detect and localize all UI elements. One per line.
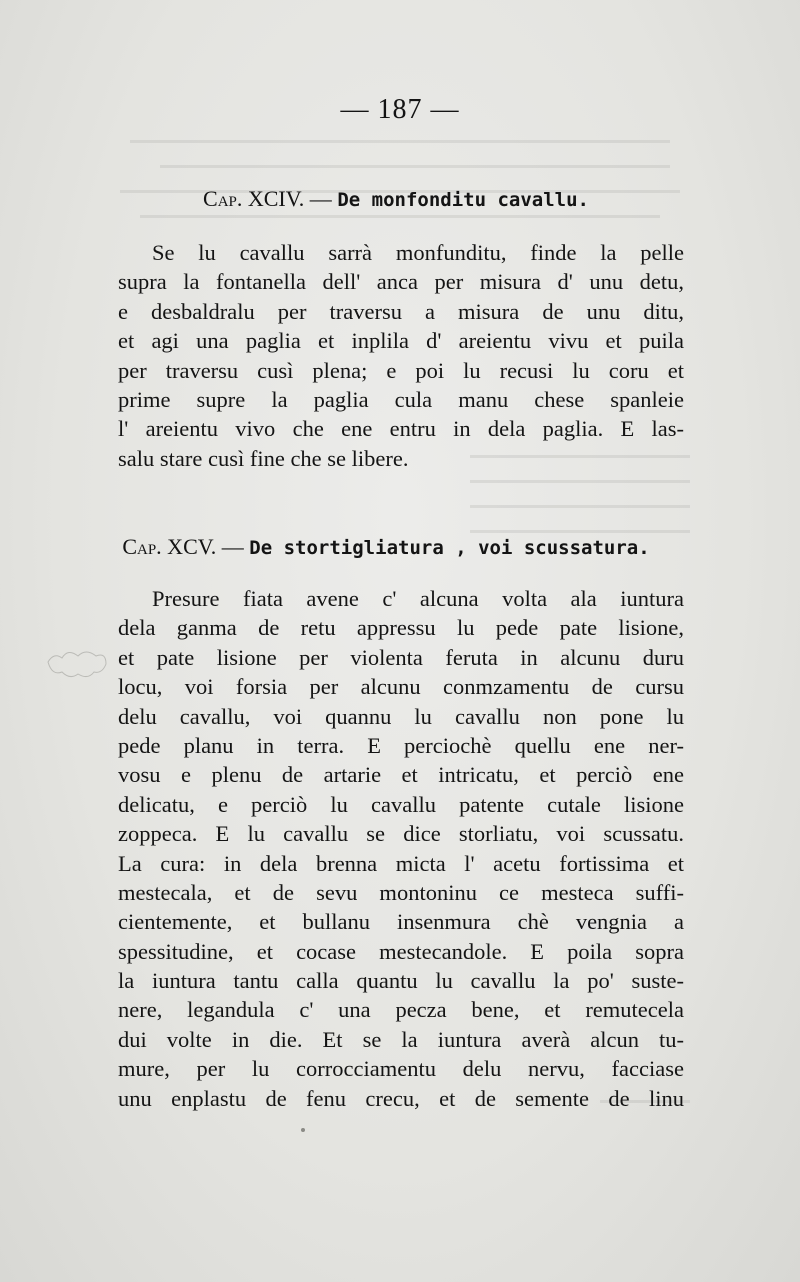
- chapter-number: Cap. XCIV. —: [203, 186, 332, 211]
- text-line: Presure fiata avene c' alcuna volta ala iuntura: [152, 586, 684, 611]
- text-line: La cura: in dela brenna micta l' acetu fortissima et: [118, 850, 684, 876]
- page-number: — 187 —: [340, 94, 460, 125]
- text-line: locu, voi forsia per alcunu conmzamentu de cursu: [118, 674, 684, 700]
- text-line: et agi una paglia et inplila d' areientu vivu et puila: [118, 328, 684, 354]
- text-line: nere, legandula c' una pecza bene, et remutecela: [118, 997, 684, 1023]
- chapter-body: [118, 584, 684, 1113]
- chapter-body: [118, 238, 684, 473]
- text-line: delicatu, e perciò lu cavallu patente cutale lisione: [118, 791, 684, 817]
- text-line: vosu e plenu de artarie et intricatu, et perciò ene: [118, 762, 684, 788]
- text-line: supra la fontanella dell' anca per misura d' unu detu,: [118, 269, 684, 295]
- text-line: per traversu cusì plena; e poi lu recusi lu coru et: [118, 357, 684, 383]
- text-line: Se lu cavallu sarrà monfunditu, finde la pelle: [152, 240, 684, 265]
- text-line: spessitudine, et cocase mestecandole. E poila sopra: [118, 938, 684, 964]
- text-line: la iuntura tantu calla quantu lu cavallu la po' suste-: [118, 968, 684, 994]
- text-line: cientemente, et bullanu insenmura chè vengnia a: [118, 909, 684, 935]
- chapter-number: Cap. XCV. —: [122, 534, 244, 559]
- text-line: mestecala, et de sevu montoninu ce mesteca suffi-: [118, 879, 684, 905]
- text-line: mure, per lu corrocciamentu delu nervu, facciase: [118, 1056, 684, 1082]
- text-line: prime supre la paglia cula manu chese spanleie: [118, 386, 684, 412]
- chapter-title: De stortigliatura , voi scussatura.: [249, 537, 650, 559]
- text-line: l' areientu vivo che ene entru in dela paglia. E las-: [118, 416, 684, 442]
- text-line: et pate lisione per violenta feruta in alcunu duru: [118, 644, 684, 670]
- text-line: zoppeca. E lu cavallu se dice storliatu, voi scussatu.: [118, 821, 684, 847]
- text-line: pede planu in terra. E perciochè quellu ene ner-: [118, 732, 684, 758]
- text-line: dela ganma de retu appressu lu pede pate lisione,: [118, 615, 684, 641]
- text-line: delu cavallu, voi quannu lu cavallu non pone lu: [118, 703, 684, 729]
- text-line: dui volte in die. Et se la iuntura averà alcun tu-: [118, 1026, 684, 1052]
- chapter-heading: [0, 186, 796, 212]
- chapter-heading: [0, 534, 786, 560]
- chapter-title: De monfonditu cavallu.: [337, 189, 589, 211]
- text-line: e desbaldralu per traversu a misura de unu ditu,: [118, 298, 684, 324]
- text-line: unu enplastu de fenu crecu, et de semente de linu: [118, 1085, 684, 1111]
- text-line: salu stare cusì fine che se libere.: [118, 445, 409, 471]
